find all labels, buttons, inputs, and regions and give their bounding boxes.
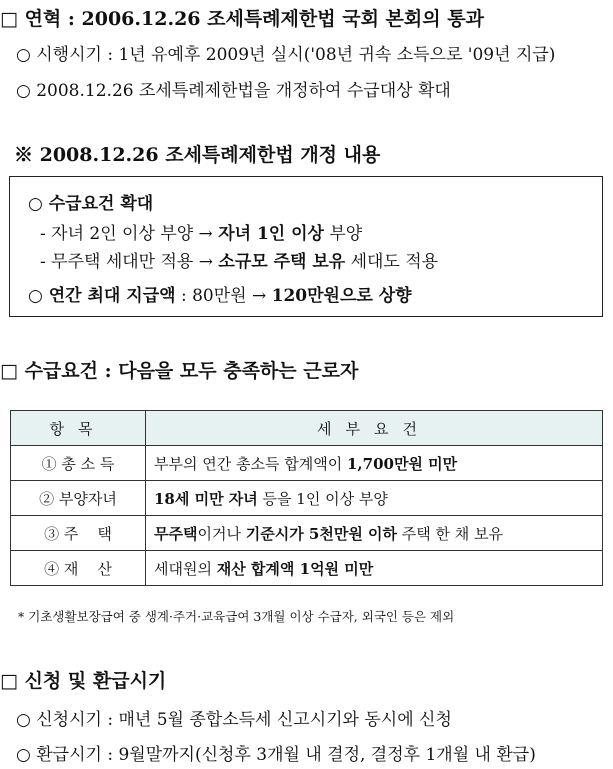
child-change-line: - 자녀 2인 이상 부양 → 자녀 1인 이상 부양 xyxy=(40,224,363,244)
expand-title: ○ 수급요건 확대 xyxy=(28,194,154,214)
requirements-table xyxy=(10,410,603,586)
revision-box xyxy=(9,176,603,317)
table-row: ④ 재 산 세대원의 재산 합계액 1억원 미만 xyxy=(11,551,603,586)
col-item-header: 항목 xyxy=(11,411,146,446)
history-heading: □ 연혁 : 2006.12.26 조세특례제한법 국회 본회의 통과 xyxy=(0,8,484,30)
revision-heading: ※ 2008.12.26 조세특례제한법 개정 내용 xyxy=(14,144,381,166)
requirements-footnote: * 기초생활보장급여 중 생계·주거·교육급여 3개월 이상 수급자, 외국인 등은 제외 xyxy=(18,609,455,624)
requirements-heading: □ 수급요건 : 다음을 모두 충족하는 근로자 xyxy=(0,360,359,382)
table-row: ① 총 소 득 부부의 연간 총소득 합계액이 1,700만원 미만 xyxy=(11,446,603,481)
application-item-refund: ○ 환급시기 : 9월말까지(신청후 3개월 내 결정, 결정후 1개월 내 환급) xyxy=(16,745,536,765)
history-item-enforcement: ○ 시행시기 : 1년 유예후 2009년 실시('08년 귀속 소득으로 '09년 지급) xyxy=(16,45,556,65)
application-heading: □ 신청 및 환급시기 xyxy=(0,670,167,692)
col-detail-header: 세부요건 xyxy=(146,411,603,446)
housing-change-line: - 무주택 세대만 적용 → 소규모 주택 보유 세대도 적용 xyxy=(40,252,439,272)
table-header-row xyxy=(11,411,603,446)
table-row: ③ 주 택 무주택이거나 기준시가 5천만원 이하 주택 한 채 보유 xyxy=(11,516,603,551)
application-item-apply: ○ 신청시기 : 매년 5월 종합소득세 신고시기와 동시에 신청 xyxy=(16,710,452,730)
table-row: ② 부양자녀 18세 미만 자녀 등을 1인 이상 부양 xyxy=(11,481,603,516)
history-item-expansion: ○ 2008.12.26 조세특례제한법을 개정하여 수급대상 확대 xyxy=(16,81,451,101)
max-amount-line: ○ 연간 최대 지급액 : 80만원 → 120만원으로 상향 xyxy=(28,286,412,306)
